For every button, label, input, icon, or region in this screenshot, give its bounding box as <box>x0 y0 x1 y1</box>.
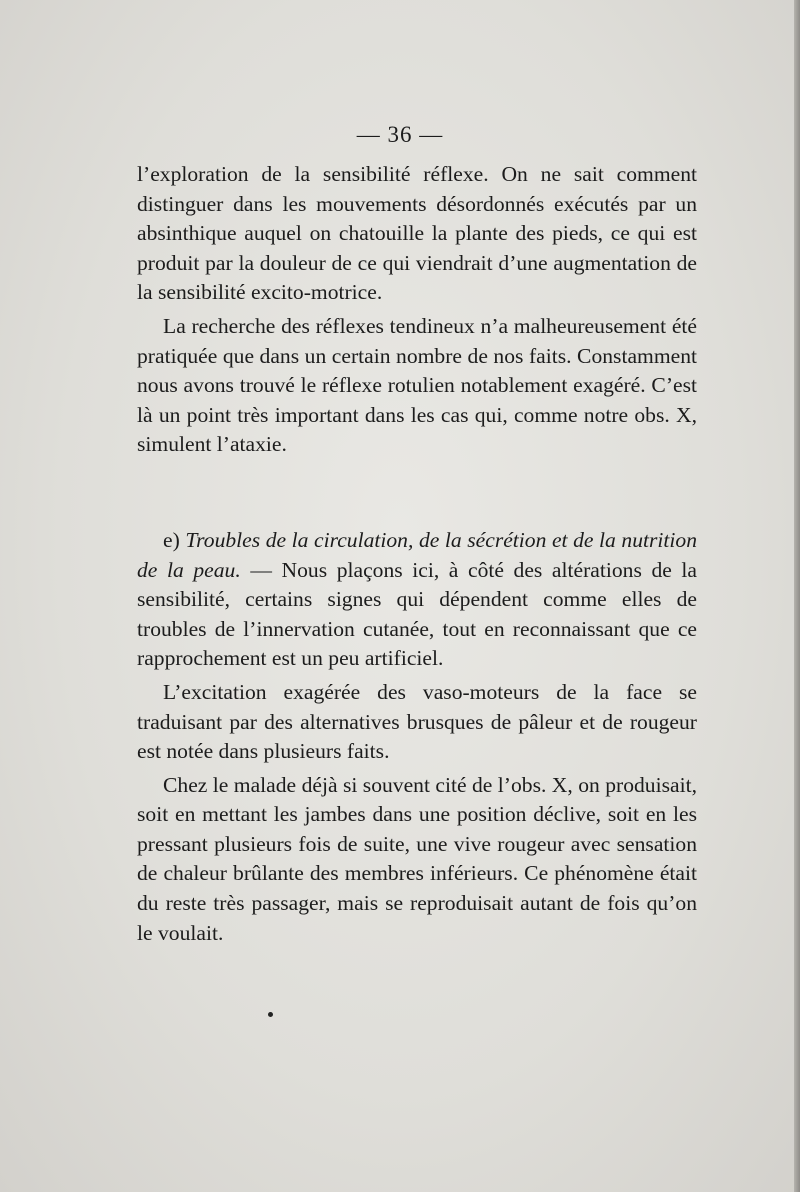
section-text: — Nous plaçons ici, à côté des altérations de la sensibilité, certains signes qui dépendent comme elles de troubles de l’innervation cutanée, tout en reconnaissant que ce rapprochement est un peu artificiel. <box>137 557 697 671</box>
scan-edge <box>794 0 800 1192</box>
body-text <box>137 160 697 948</box>
section-heading: Troubles de la circulation, de la sécrétion et de la nutrition de la peau. <box>137 527 698 582</box>
paragraph-troubles-circulation <box>137 526 697 674</box>
ink-dot <box>268 1012 273 1017</box>
paragraph-sensibilite-reflexe: l’exploration de la sensibilité réflexe. On ne sait comment distinguer dans les mouvements désordonnés exécutés par un absinthique auquel on chatouille la plante des pieds, ce qui est produit par la douleur de ce qui viendrait d’une augmentation de la sensibilité excito-motrice. <box>137 162 697 305</box>
page-number: — 36 — <box>356 122 444 147</box>
paragraph-obs-x: Chez le malade déjà si souvent cité de l’obs. X, on produisait, soit en mettant les jambes dans une position déclive, soit en les pressant plusieurs fois de suite, une vive rougeur avec sensation de chaleur brûlante des membres inférieurs. Ce phénomène était du reste très passager, mais se reproduisait autant de fois qu’on le voulait. <box>137 772 697 945</box>
paragraph-reflexes-tendineux: La recherche des réflexes tendineux n’a malheureusement été pratiquée que dans un certain nombre de nos faits. Constamment nous avons trouvé le réflexe rotulien notablement exagéré. C’est là un point très important dans les cas qui, comme notre obs. X, simulent l’ataxie. <box>137 313 697 457</box>
paragraph-vaso-moteurs: L’excitation exagérée des vaso-moteurs de la face se traduisant par des alternatives brusques de pâleur et de rougeur est notée dans plusieurs faits. <box>137 679 697 764</box>
section-label: e) <box>163 527 180 552</box>
